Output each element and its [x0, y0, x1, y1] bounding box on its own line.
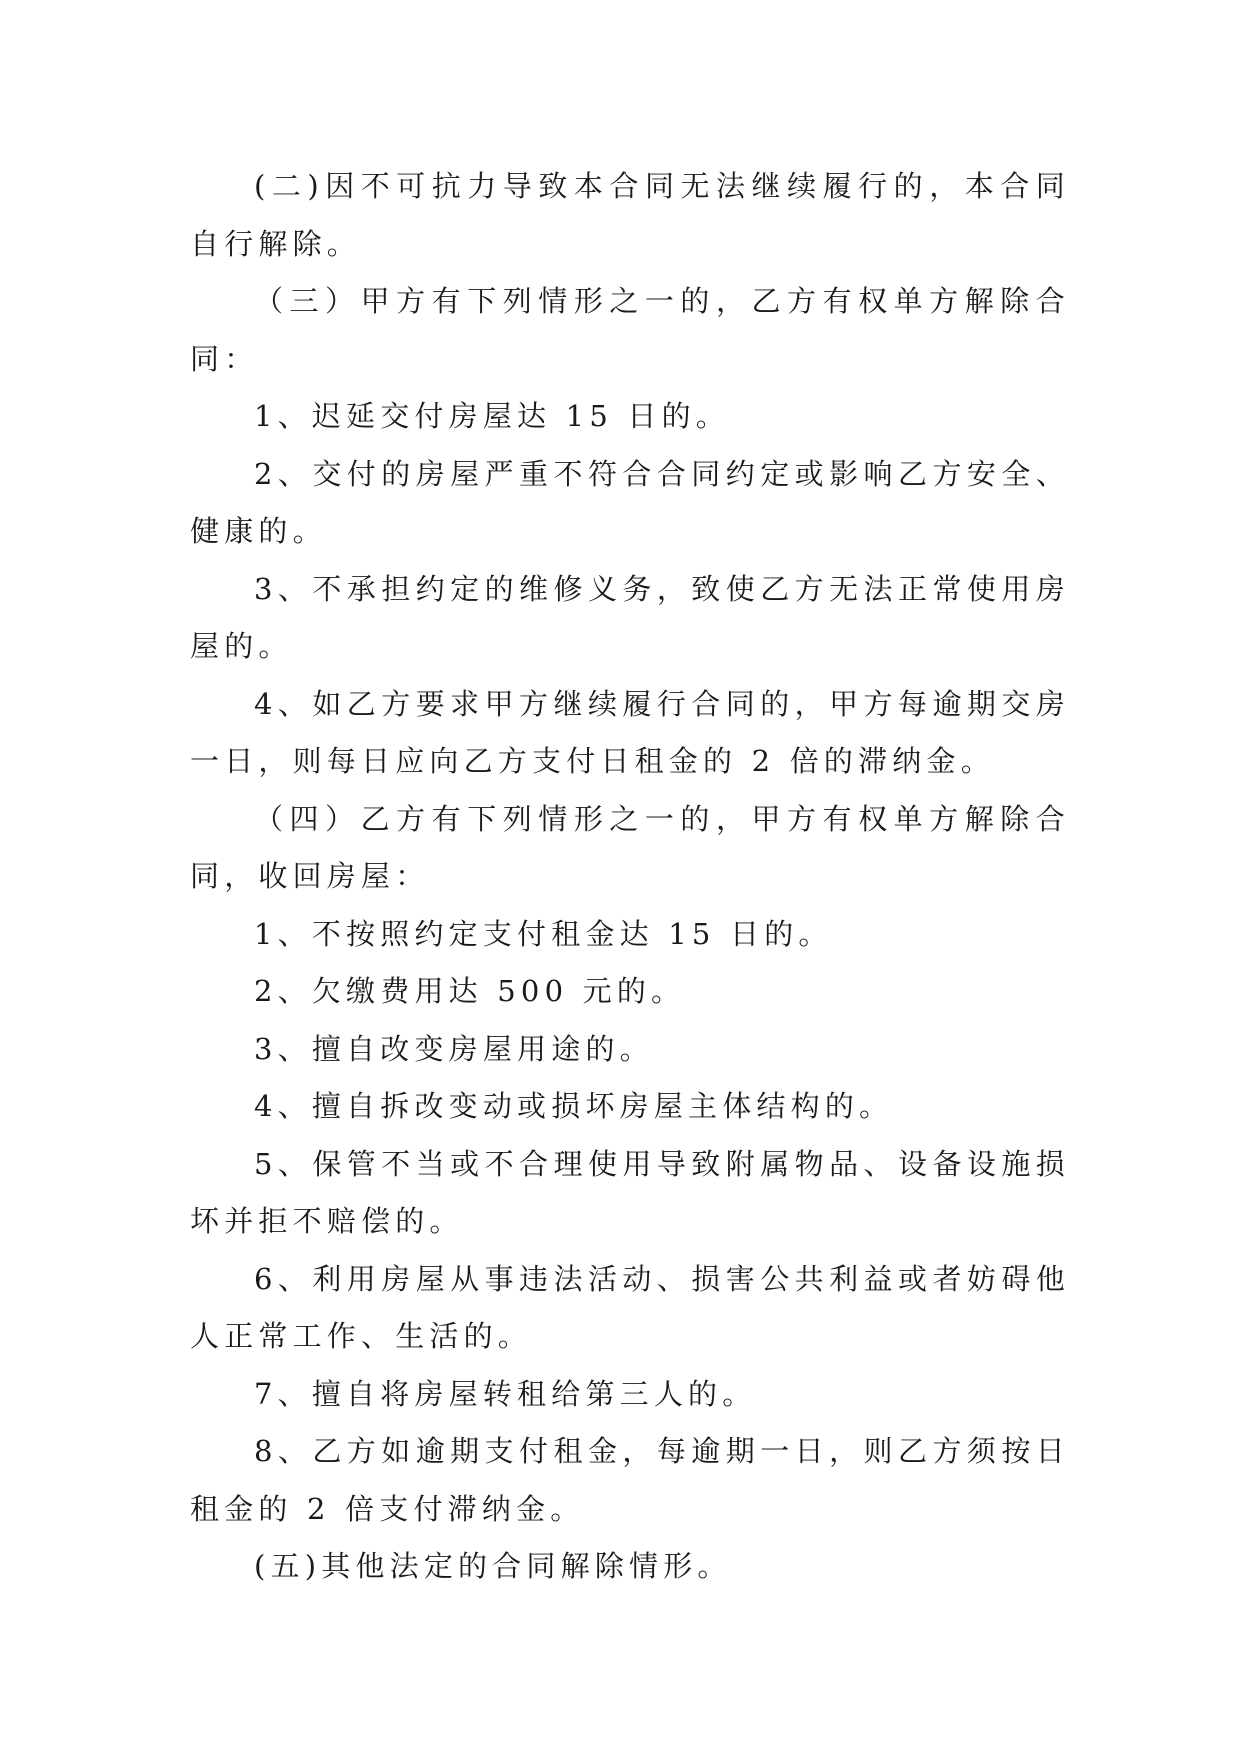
clause-3-item-4: 4、如乙方要求甲方继续履行合同的，甲方每逾期交房一日，则每日应向乙方支付日租金的 2 倍的滞纳金。 [190, 686, 1070, 778]
clause-4-item-5: 5、保管不当或不合理使用导致附属物品、设备设施损坏并拒不赔偿的。 [190, 1146, 1070, 1238]
clause-4-item-1: 1、不按照约定支付租金达 15 日的。 [254, 916, 833, 951]
clause-2-force-majeure: (二)因不可抗力导致本合同无法继续履行的，本合同自行解除。 [190, 169, 1070, 261]
clause-4-item-3: 3、擅自改变房屋用途的。 [254, 1031, 654, 1066]
clause-4-item-8: 8、乙方如逾期支付租金，每逾期一日，则乙方须按日租金的 2 倍支付滞纳金。 [190, 1434, 1070, 1526]
clause-4-item-7: 7、擅自将房屋转租给第三人的。 [254, 1376, 757, 1411]
clause-3-item-2: 2、交付的房屋严重不符合合同约定或影响乙方安全、健康的。 [190, 456, 1070, 548]
clause-3-item-3: 3、不承担约定的维修义务，致使乙方无法正常使用房屋的。 [190, 571, 1070, 663]
clause-3-heading: （三）甲方有下列情形之一的，乙方有权单方解除合同： [190, 284, 1070, 376]
document-body [190, 158, 1070, 1596]
clause-4-item-2: 2、欠缴费用达 500 元的。 [254, 974, 686, 1008]
clause-4-heading: （四）乙方有下列情形之一的，甲方有权单方解除合同，收回房屋： [190, 801, 1070, 893]
clause-4-item-4: 4、擅自拆改变动或损坏房屋主体结构的。 [254, 1089, 894, 1123]
clause-4-item-6: 6、利用房屋从事违法活动、损害公共利益或者妨碍他人正常工作、生活的。 [190, 1261, 1070, 1353]
clause-5-other: (五)其他法定的合同解除情形。 [254, 1549, 732, 1583]
clause-3-item-1: 1、迟延交付房屋达 15 日的。 [254, 399, 730, 433]
